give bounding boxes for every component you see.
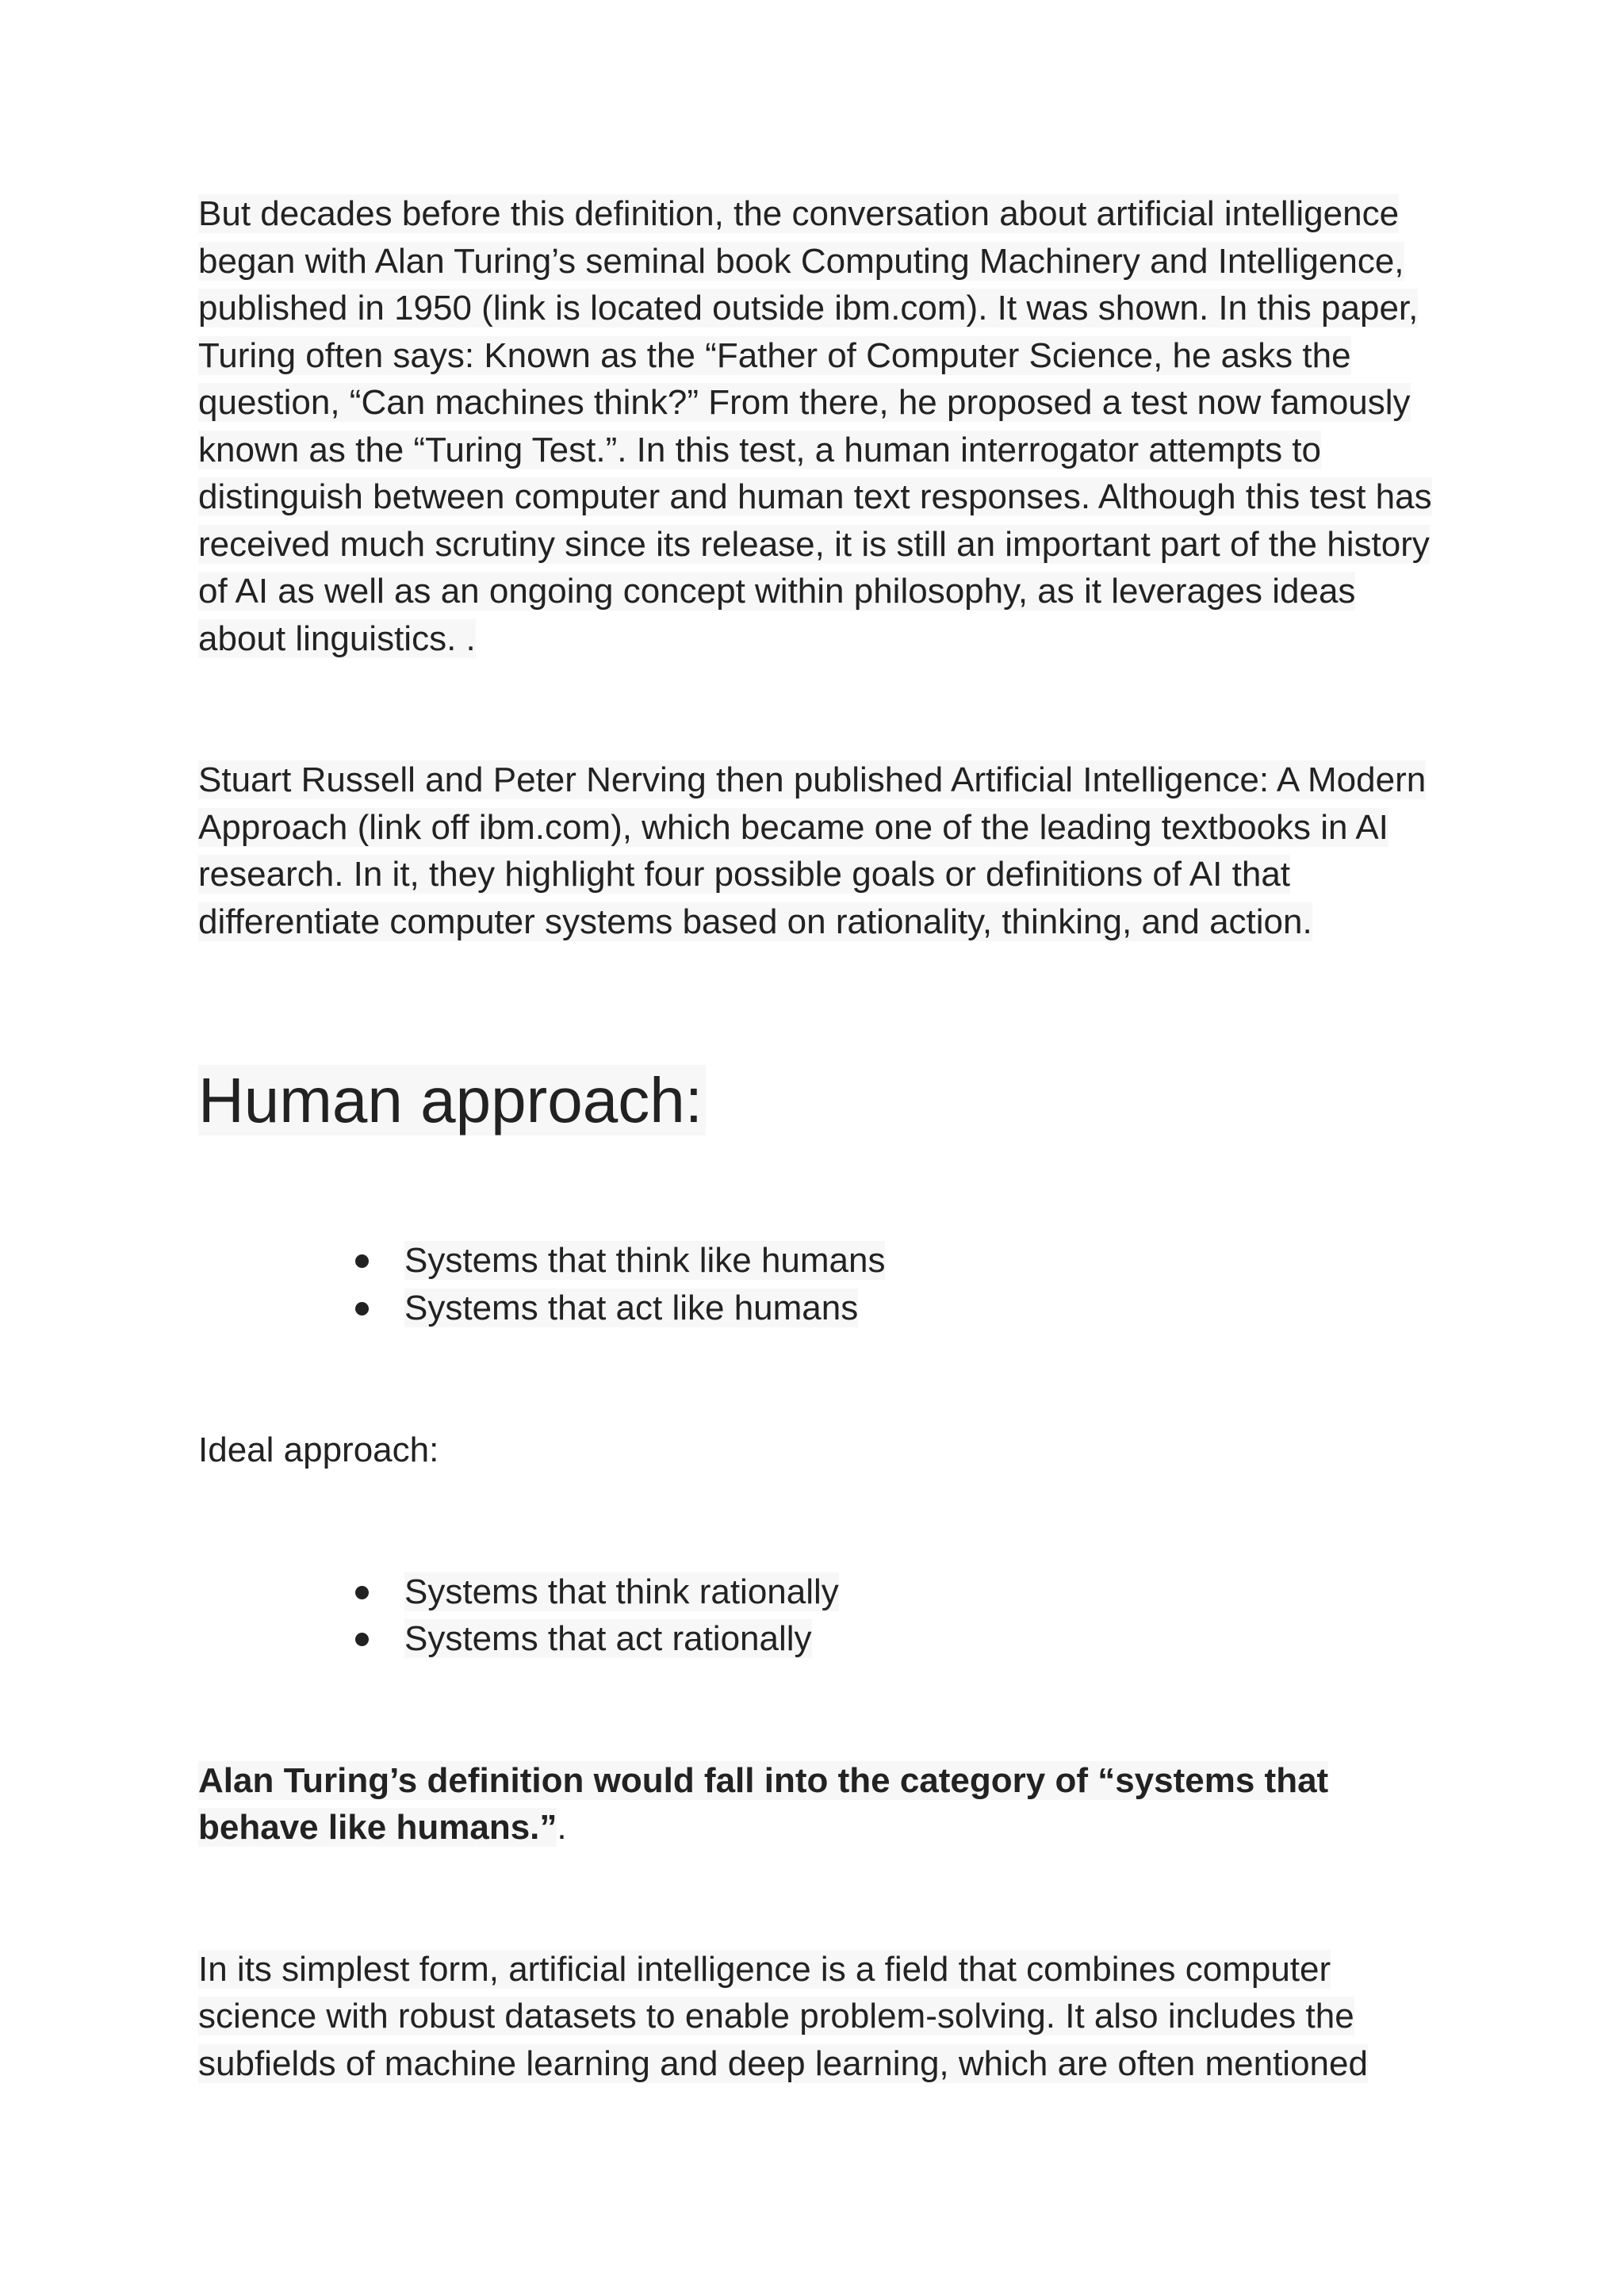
bullet-icon: [355, 1586, 369, 1599]
list-ideal-approach: [198, 1568, 1451, 1663]
list-human-approach: [198, 1237, 1451, 1331]
label-ideal-approach: [198, 1427, 1451, 1474]
paragraph-turing-history: [198, 190, 1451, 662]
list-item-text: Systems that act rationally: [404, 1619, 812, 1658]
list-item: [355, 1285, 1451, 1332]
label-text: Ideal approach:: [198, 1430, 439, 1469]
document-content: [198, 190, 1451, 2087]
list-item-text: Systems that act like humans: [404, 1288, 859, 1327]
paragraph-turing-category: [198, 1757, 1451, 1852]
list-item: [355, 1615, 1451, 1663]
list-item: [355, 1237, 1451, 1285]
paragraph-text: In its simplest form, artificial intelligence is a field that combines computer science with robust datasets to enable problem-solving. It also includes the subfields of machine learning and deep learning, which are often mentioned: [198, 1949, 1368, 2083]
paragraph-russell-norvig: [198, 756, 1451, 945]
bullet-icon: [355, 1302, 369, 1316]
bold-statement-tail: .: [557, 1808, 567, 1847]
bold-statement: Alan Turing’s definition would fall into the category of “systems that behave like humans.”: [198, 1760, 1329, 1847]
paragraph-text: But decades before this definition, the conversation about artificial intelligence began with Alan Turing’s seminal book Computing Machinery and Intelligence, published in 1950 (link is located outside ibm.com). It was shown. In this paper, Turing often says: Known as the “Father of Computer Science, he asks the question, “Can machines think?” From there, he proposed a test now famously known as the “Turing Test.”. In this test, a human interrogator attempts to distinguish between computer and human text responses. Although this test has received much scrutiny since its release, it is still an important part of the history of AI as well as an ongoing concept within philosophy, as it leverages ideas about linguistics. .: [198, 194, 1432, 658]
bullet-icon: [355, 1254, 369, 1268]
list-item-text: Systems that think rationally: [404, 1572, 839, 1611]
paragraph-text: Stuart Russell and Peter Nerving then published Artificial Intelligence: A Modern Approach (link off ibm.com), which became one of the leading textbooks in AI research. In it, they highlight four possible goals or definitions of AI that differentiate computer systems based on rationality, thinking, and action.: [198, 760, 1427, 941]
list-item: [355, 1568, 1451, 1616]
list-item-text: Systems that think like humans: [404, 1241, 886, 1280]
bullet-icon: [355, 1633, 369, 1646]
heading-human-approach: [198, 1061, 1451, 1140]
paragraph-simplest-form: [198, 1946, 1451, 2088]
heading-text: Human approach:: [198, 1065, 706, 1136]
